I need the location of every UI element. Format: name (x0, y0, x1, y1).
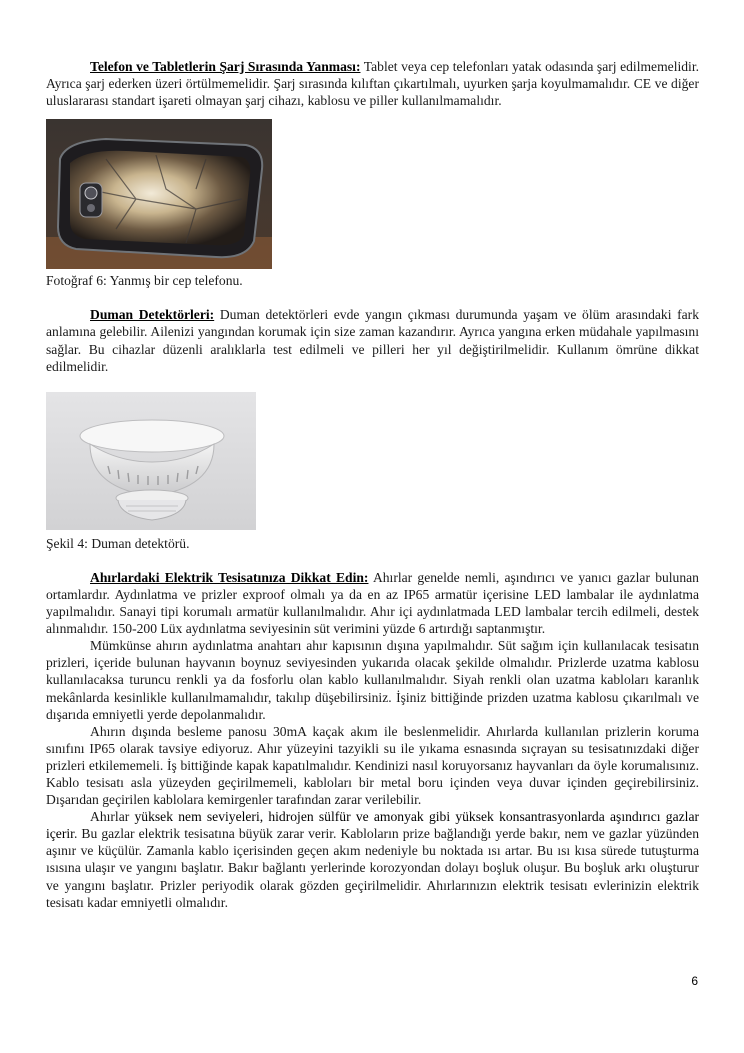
page-number: 6 (691, 974, 698, 988)
text-barn-gases-emphasis: yüksek nem seviyeleri, hidrojen sülfür ve amonyak gibi yüksek konsantrasyonlarda aşındırıcı gazlar içerir (46, 809, 700, 842)
paragraph-barn-switches: Mümkünse ahırın aydınlatma anahtarı ahır kapısının dışına yapılmalıdır. Süt sağım için kullanılacak tesisatın prizleri, içeride bulunan hayvanın boynuz seviyesinden yukarıda olacak şekilde olmalıdır. Prizlerde uzatma kablosu kullanılacaksa turuncu renkli ya da fosforlu olan kablo kullanılmalıdır. Siyah renkli olan uzatma kabloları karanlık mekânlarda kesinlikle kullanılmamalıdır, takılıp düşebilirsiniz. İşiniz bittiğinde prizden uzatma kablosu çıkarılmalı ve dışarıda emniyetli yerde depolanmalıdır. (46, 638, 699, 722)
caption-smoke-detector: Şekil 4: Duman detektörü. (46, 535, 190, 551)
paragraph-smoke-detectors (46, 306, 699, 374)
burned-phone-photo (46, 119, 272, 269)
paragraph-barn-panel: Ahırın dışında besleme panosu 30mA kaçak akım ile beslenmelidir. Ahırlarda kullanılan prizlerin koruma sınıfını IP65 olarak tavsiye ediyoruz. Ahır yüzeyini tazyikli su ile yıkama esnasında sıçrayan su tesisatınızdaki diğer prizleri etkilememeli. İş bittiğinde kapak kapatılmalıdır. Kendinizi nasıl koruyorsanız hayvanları da öyle korumalısınız. Kablo tesisatı asla yüzeyden geçirilmemeli, kabloları bir metal boru içinden veya duvar içinden geçirebilirsiniz. Dışarıdan geçirilen kablolara kemirgenler tarafından zarar verilebilir. (46, 723, 699, 808)
document-page (46, 58, 699, 911)
paragraph-barn-wiring-intro (46, 569, 699, 637)
heading-phone-charging: Telefon ve Tabletlerin Şarj Sırasında Yanması: (90, 59, 361, 74)
text-barn-gases-rest: . Bu gazlar elektrik tesisatına büyük zarar verir. Kabloların prize bağlandığı yerde bakır, nem ve gazlar yüzünden aşınır ve küçülür. Zamanla kablo içerisinden geçen akım nedeniyle bu noktada ısı artar. Bu ısı kısa sürede tutuşturma ısısına ulaşır ve yangını başlatır. Bakır bağlantı yerlerinde korozyondan dolayı boşluk oluşur. Bu boşluk arkı oluşturur ve yangını başlatır. Prizler periyodik olarak gözden geçirilmelidir. Ahırlarınızın elektrik tesisatı evlerinizin elektrik tesisatı kadar emniyetli olmalıdır. (46, 826, 699, 910)
heading-barn-wiring: Ahırlardaki Elektrik Tesisatınıza Dikkat Edin: (90, 569, 369, 585)
heading-smoke-detectors: Duman Detektörleri: (90, 307, 215, 323)
smoke-detector-photo (46, 392, 256, 530)
caption-burned-phone: Fotoğraf 6: Yanmış bir cep telefonu. (46, 273, 243, 289)
text-barn-gases-start: Ahırlar (90, 809, 135, 825)
paragraph-phone-charging (46, 58, 699, 109)
text-barn-wiring-intro: Ahırlar genelde nemli, aşındırıcı ve yanıcı gazlar bulunan ortamlardır. Aydınlatma ve prizler exproof olmalı ya da en az IP65 armatür içerisine LED lambalar ile aydınlatma yapılmalıdır. Sanayi tipi korumalı armatür kullanılmalıdır. Ahır içi aydınlatmada LED lambalar tercih edilmeli, destek alınmalıdır. 150-200 Lüx aydınlatma seviyesinin süt verimini yüzde 6 artırdığı saptanmıştır. (46, 569, 699, 637)
paragraph-barn-gases (46, 808, 699, 911)
figure-burned-phone (46, 119, 699, 289)
text-phone-charging: Tablet veya cep telefonları yatak odasında şarj edilmemelidir. Ayrıca şarj ederken üzeri örtülmemelidir. Şarj sırasında kılıftan çıkartılmalı, uyurken şarja koyulmamalıdır. CE ve diğer uluslararası standart işareti olmayan şarj cihazı, kablosu ve piller kullanılmamalıdır. (46, 59, 699, 109)
figure-smoke-detector (46, 392, 699, 552)
text-smoke-detectors: Duman detektörleri evde yangın çıkması durumunda yaşam ve ölüm arasındaki fark anlamına gelebilir. Ailenizi yangından korumak için size zaman kazandırır. Ayrıca yangına erken müdahale yapılmasını sağlar. Bu cihazlar düzenli aralıklarla test edilmeli ve pilleri her yıl değiştirilmelidir. Kullanım ömrüne dikkat edilmelidir. (46, 307, 699, 374)
